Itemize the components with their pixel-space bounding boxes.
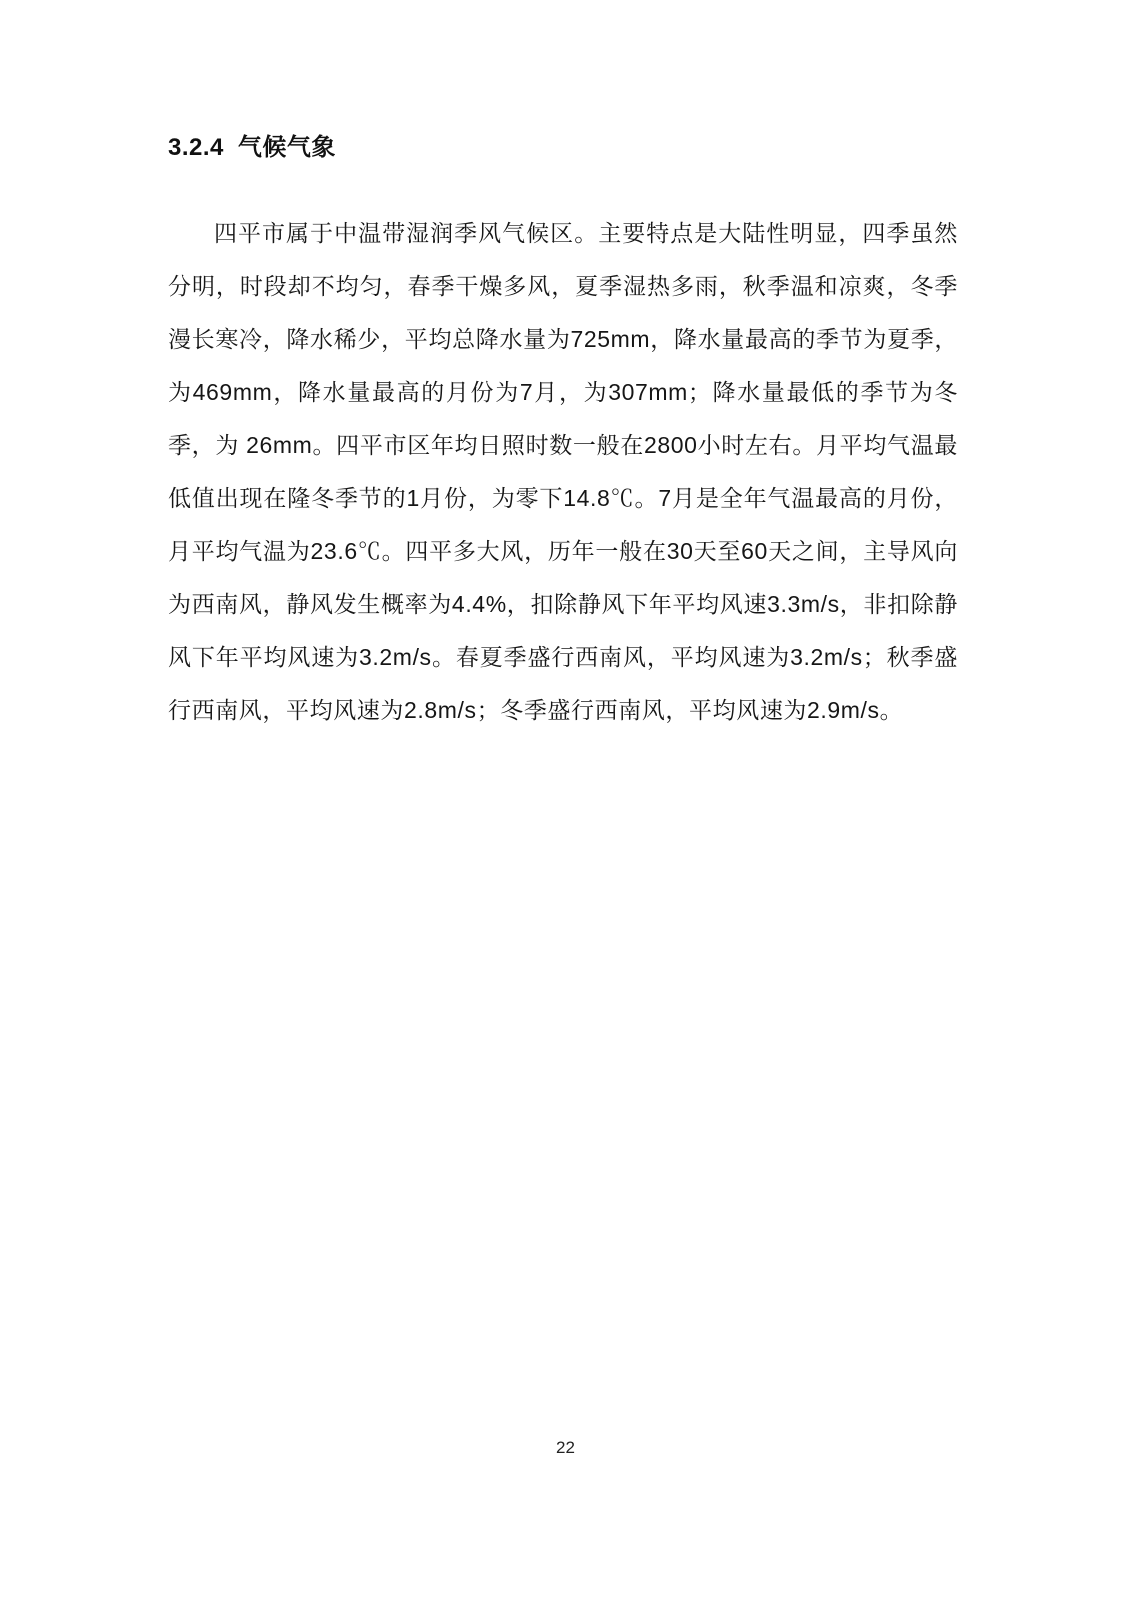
- page-number: 22: [556, 1438, 575, 1457]
- page-content: [168, 132, 958, 737]
- section-number: 3.2.4: [168, 134, 224, 161]
- climate-paragraph: 四平市属于中温带湿润季风气候区。主要特点是大陆性明显，四季虽然分明，时段却不均匀，春季干燥多风，夏季湿热多雨，秋季温和凉爽，冬季漫长寒冷，降水稀少，平均总降水量为725mm，降水量最高的季节为夏季，为469mm，降水量最高的月份为7月，为307mm；降水量最低的季节为冬季，为 26mm。四平市区年均日照时数一般在2800小时左右。月平均气温最低值出现在隆冬季节的1月份，为零下14.8℃。7月是全年气温最高的月份，月平均气温为23.6℃。四平多大风，历年一般在30天至60天之间，主导风向为西南风，静风发生概率为4.4%，扣除静风下年平均风速3.3m/s，非扣除静风下年平均风速为3.2m/s。春夏季盛行西南风，平均风速为3.2m/s；秋季盛行西南风，平均风速为2.8m/s；冬季盛行西南风，平均风速为2.9m/s。: [168, 220, 958, 724]
- section-heading: [168, 132, 958, 163]
- section-title: 气候气象: [237, 134, 336, 161]
